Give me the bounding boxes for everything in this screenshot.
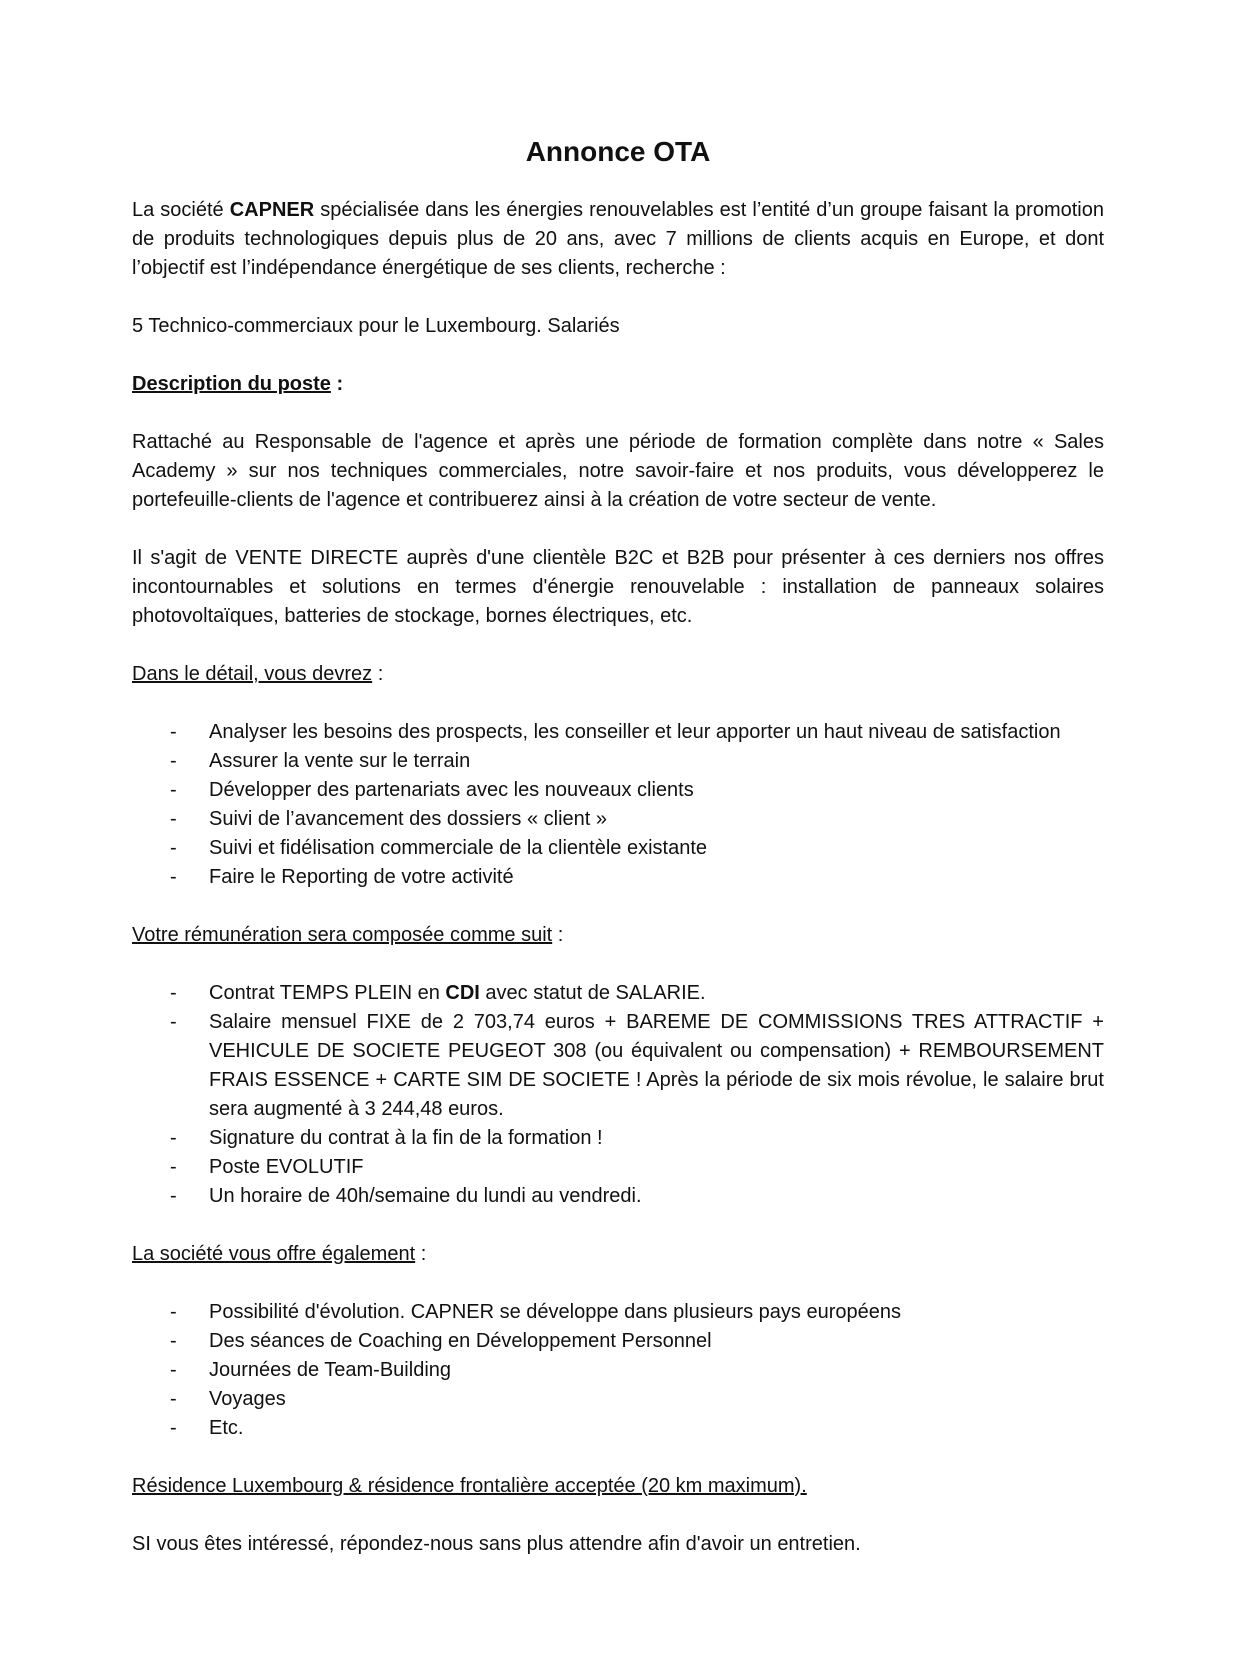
bullet-dash: - xyxy=(170,1301,177,1323)
closing-line: SI vous êtes intéressé, répondez-nous sans plus attendre afin d'avoir un entretien. xyxy=(132,1533,861,1555)
list-item xyxy=(132,1008,1104,1124)
remuneration-heading-line xyxy=(132,921,1104,950)
list-item xyxy=(132,776,1104,805)
description-heading-line xyxy=(132,370,1104,399)
intro-text-end: spécialisée dans les énergies renouvelables est l’entité d’un groupe faisant la promotion de produits technologiques depuis plus de 20 ans, avec 7 millions de clients acquis en Europe, et dont l’objectif est l’indépendance énergétique de ses clients, recherche : xyxy=(132,199,1104,279)
details-heading-suffix: : xyxy=(372,663,384,685)
details-heading: Dans le détail, vous devrez xyxy=(132,663,373,685)
list-item-text: Salaire mensuel FIXE de 2 703,74 euros + BAREME DE COMMISSIONS TRES ATTRACTIF + VEHICULE DE SOCIETE PEUGEOT 308 (ou équivalent ou compensation) + REMBOURSEMENT FRAIS ESSENCE + CARTE SIM DE SOCIETE ! Après la période de six mois révolue, le salaire brut sera augmenté à 3 244,48 euros. xyxy=(209,1011,1104,1120)
list-item-text: Assurer la vente sur le terrain xyxy=(209,750,471,772)
position-line: 5 Technico-commerciaux pour le Luxembourg. Salariés xyxy=(132,315,620,337)
list-item xyxy=(132,1356,1104,1385)
description-heading-suffix: : xyxy=(330,373,344,395)
document-page xyxy=(132,132,1104,1588)
remuneration-list xyxy=(132,979,1104,1211)
list-item-text: Etc. xyxy=(209,1417,244,1439)
bullet-dash: - xyxy=(170,1388,177,1410)
list-item xyxy=(132,1182,1104,1211)
description-heading: Description du poste xyxy=(132,373,331,395)
bullet-dash: - xyxy=(170,982,177,1004)
residence-note: Résidence Luxembourg & résidence frontalière acceptée (20 km maximum). xyxy=(132,1475,807,1497)
contract-type: CDI xyxy=(445,982,480,1004)
offers-list xyxy=(132,1298,1104,1443)
bullet-dash: - xyxy=(170,1330,177,1352)
list-item xyxy=(132,1153,1104,1182)
list-item-text: Analyser les besoins des prospects, les conseiller et leur apporter un haut niveau de satisfaction xyxy=(209,721,1061,743)
bullet-dash: - xyxy=(170,779,177,801)
list-item-text: Des séances de Coaching en Développement Personnel xyxy=(209,1330,712,1352)
list-item xyxy=(132,1298,1104,1327)
bullet-dash: - xyxy=(170,721,177,743)
details-heading-line xyxy=(132,660,1104,689)
list-item xyxy=(132,834,1104,863)
contract-text-start: Contrat TEMPS PLEIN en xyxy=(209,982,446,1004)
bullet-dash: - xyxy=(170,1011,177,1033)
list-item xyxy=(132,979,1104,1008)
details-list xyxy=(132,718,1104,892)
list-item-text: Possibilité d'évolution. CAPNER se développe dans plusieurs pays européens xyxy=(209,1301,902,1323)
list-item xyxy=(132,1327,1104,1356)
list-item-text: Journées de Team-Building xyxy=(209,1359,452,1381)
contract-text-end: avec statut de SALARIE. xyxy=(479,982,706,1004)
remuneration-heading-suffix: : xyxy=(552,924,564,946)
company-name: CAPNER xyxy=(229,199,315,221)
list-item xyxy=(132,718,1104,747)
bullet-dash: - xyxy=(170,750,177,772)
remuneration-heading: Votre rémunération sera composée comme suit xyxy=(132,924,553,946)
bullet-dash: - xyxy=(170,837,177,859)
bullet-dash: - xyxy=(170,1185,177,1207)
list-item xyxy=(132,1124,1104,1153)
intro-text-start: La société xyxy=(132,199,230,221)
document-title: Annonce OTA xyxy=(525,136,711,167)
list-item-text: Développer des partenariats avec les nouveaux clients xyxy=(209,779,694,801)
intro-paragraph xyxy=(132,196,1104,283)
list-item xyxy=(132,805,1104,834)
list-item xyxy=(132,1414,1104,1443)
bullet-dash: - xyxy=(170,1127,177,1149)
bullet-dash: - xyxy=(170,1417,177,1439)
list-item xyxy=(132,747,1104,776)
description-paragraph-1: Rattaché au Responsable de l'agence et après une période de formation complète dans notre « Sales Academy » sur nos techniques commerciales, notre savoir-faire et nos produits, vous développerez le portefeuille-clients de l'agence et contribuerez ainsi à la création de votre secteur de vente. xyxy=(132,431,1104,511)
bullet-dash: - xyxy=(170,808,177,830)
list-item-text: Voyages xyxy=(209,1388,286,1410)
list-item-text: Suivi de l’avancement des dossiers « client » xyxy=(209,808,607,830)
offers-heading-line xyxy=(132,1240,1104,1269)
list-item-text: Faire le Reporting de votre activité xyxy=(209,866,514,888)
list-item xyxy=(132,863,1104,892)
offers-heading: La société vous offre également xyxy=(132,1243,416,1265)
list-item-text: Poste EVOLUTIF xyxy=(209,1156,364,1178)
bullet-dash: - xyxy=(170,1156,177,1178)
bullet-dash: - xyxy=(170,866,177,888)
list-item-text: Un horaire de 40h/semaine du lundi au vendredi. xyxy=(209,1185,642,1207)
offers-heading-suffix: : xyxy=(415,1243,427,1265)
bullet-dash: - xyxy=(170,1359,177,1381)
list-item-text: Signature du contrat à la fin de la formation ! xyxy=(209,1127,603,1149)
list-item xyxy=(132,1385,1104,1414)
description-paragraph-2: Il s'agit de VENTE DIRECTE auprès d'une clientèle B2C et B2B pour présenter à ces derniers nos offres incontournables et solutions en termes d'énergie renouvelable : installation de panneaux solaires photovoltaïques, batteries de stockage, bornes électriques, etc. xyxy=(132,547,1104,627)
list-item-text: Suivi et fidélisation commerciale de la clientèle existante xyxy=(209,837,708,859)
